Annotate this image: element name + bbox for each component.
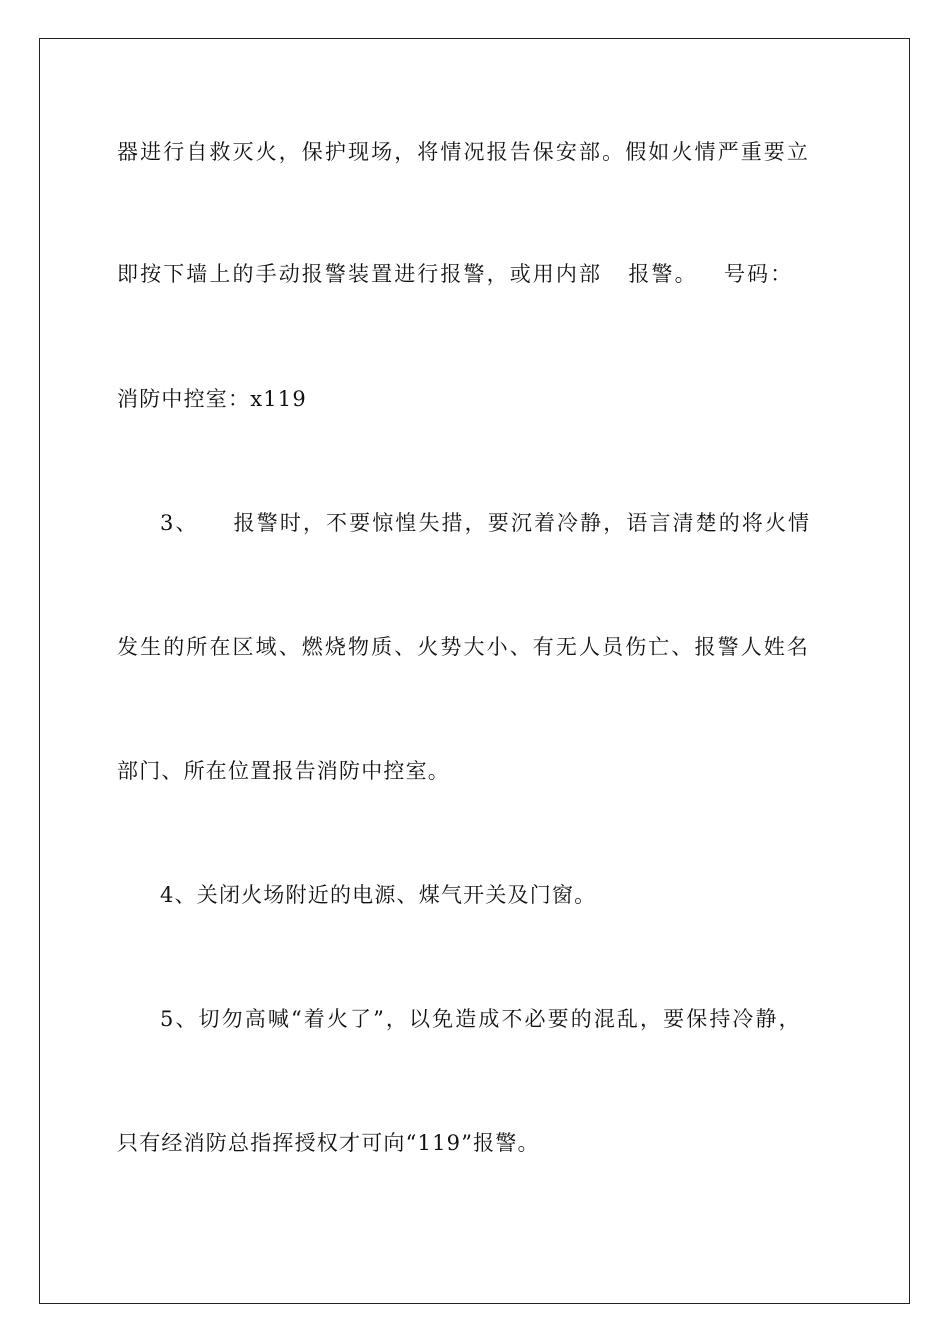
text-line-5: 发生的所在区域、燃烧物质、火势大小、有无人员伤亡、报警人姓名 — [117, 635, 810, 659]
page-border — [39, 38, 910, 1304]
text-line-8: 5、切勿高喊“着火了”，以免造成不必要的混乱，要保持冷静， — [160, 1007, 802, 1031]
text-line-9: 只有经消防总指挥授权才可向“119”报警。 — [117, 1131, 540, 1155]
text-line-2: 即按下墙上的手动报警装置进行报警，或用内部 报警。 号码： — [117, 262, 794, 286]
text-line-3: 消防中控室：x119 — [117, 387, 307, 411]
text-line-7: 4、关闭火场附近的电源、煤气开关及门窗。 — [160, 883, 597, 907]
text-line-4: 3、 报警时，不要惊惶失措，要沉着冷静，语言清楚的将火情 — [160, 511, 812, 535]
text-line-1: 器进行自救灭火，保护现场，将情况报告保安部。假如火情严重要立 — [117, 140, 810, 164]
text-line-6: 部门、所在位置报告消防中控室。 — [117, 759, 450, 783]
